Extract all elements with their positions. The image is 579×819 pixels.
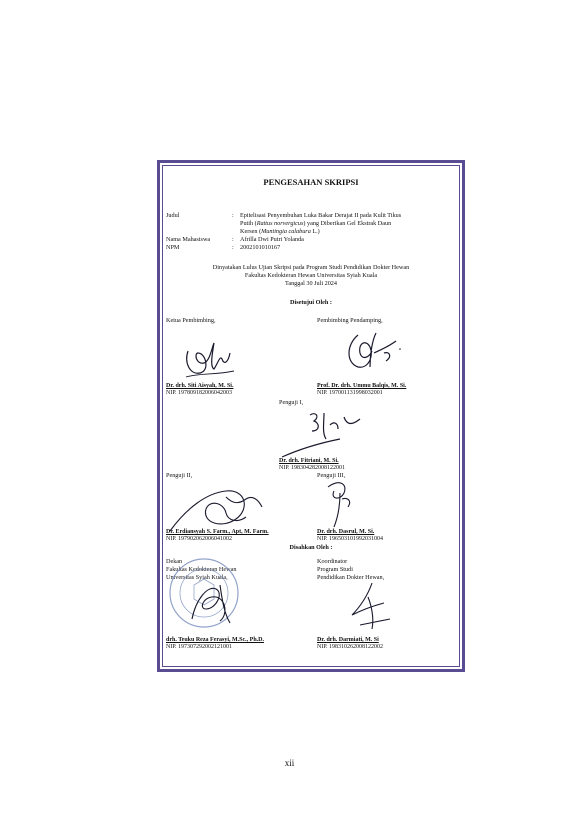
pendamping-role: Pembimbing Pendamping,	[317, 317, 383, 324]
penguji1-signature	[280, 409, 370, 461]
dekan-name: drh. Teuku Reza Ferasyi, M.Sc., Ph.D.	[166, 637, 265, 643]
penguji1-role: Penguji I,	[279, 399, 304, 406]
npm-value: 2002101010167	[240, 244, 281, 251]
koordinator-name: Dr. drh. Darmiati, M. Si	[317, 637, 379, 643]
approval-frame	[157, 160, 465, 672]
statement-line-1: Dinyatakan Lulus Ujian Skripsi pada Program Studi Pendidikan Dokter Hewan	[212, 264, 410, 271]
judul-line-2: Putih (Rattus norvergicus) yang Diberikan Gel Ekstrak Daun	[240, 220, 392, 227]
penguji3-name: Dr. drh. Dasrul, M. Si.	[317, 529, 375, 535]
dekan-nip: NIP. 197307292002121001	[166, 644, 233, 650]
statement-line-2: Fakultas Kedokteran Hewan Universitas Syiah Kuala	[244, 272, 378, 279]
pendamping-signature	[340, 327, 410, 377]
penguji1-name: Dr. drh. Fitriani, M. Si.	[279, 458, 339, 464]
ketua-signature	[180, 333, 240, 381]
page-title: PENGESAHAN SKRIPSI	[263, 177, 359, 187]
nama-value: Afrilla Dwi Putri Yolanda	[240, 236, 304, 243]
dekan-line-1: Dekan	[166, 558, 183, 565]
dekan-signature	[186, 575, 246, 631]
page-number: xii	[284, 758, 295, 768]
penguji3-role: Penguji III,	[317, 472, 346, 479]
npm-label: NPM	[166, 244, 180, 251]
koordinator-line-1: Koordinator	[317, 558, 348, 565]
judul-line-3: Kersen (Muntingia calabura L.)	[240, 228, 320, 235]
statement-line-3: Tanggal 30 Juli 2024	[285, 280, 337, 287]
penguji3-signature	[318, 475, 368, 531]
nama-label: Nama Mahasiswa	[166, 236, 211, 243]
penguji2-signature	[166, 479, 276, 535]
penguji2-role: Penguji II,	[166, 472, 193, 479]
koordinator-signature	[342, 579, 402, 633]
dekan-line-2: Fakultas Kedokteran Hewan	[166, 566, 237, 573]
pendamping-name: Prof. Dr. drh. Ummu Balqis, M. Si.	[317, 383, 407, 389]
disetujui-heading: Disetujui Oleh :	[290, 299, 332, 306]
koordinator-line-2: Program Studi	[317, 566, 353, 573]
npm-colon: :	[232, 244, 234, 251]
ketua-nip: NIP. 197809182006042003	[166, 390, 233, 396]
judul-colon: :	[232, 212, 234, 219]
koordinator-line-3: Pendidikan Dokter Hewan,	[317, 574, 385, 581]
pendamping-nip: NIP. 197001131998032001	[317, 390, 383, 396]
nama-colon: :	[232, 236, 234, 243]
penguji2-name: Dr. Erdiansyah S. Farm., Apt, M. Farm.	[166, 529, 269, 535]
koordinator-nip: NIP. 198310262008122002	[317, 644, 384, 650]
penguji3-nip: NIP. 196503101992031004	[317, 536, 384, 542]
dekan-line-3: Universitas Syiah Kuala,	[166, 574, 228, 581]
judul-line-1: Epitelisasi Penyembuhan Luka Bakar Derajat II pada Kulit Tikus	[240, 212, 402, 219]
judul-label: Judul	[166, 212, 180, 219]
disahkan-heading: Disahkan Oleh :	[289, 544, 333, 551]
penguji1-nip: NIP. 198304282008122001	[279, 465, 346, 471]
ketua-role: Ketua Pembimbing,	[166, 317, 216, 324]
ketua-name: Dr. drh. Siti Aisyah, M. Si.	[166, 383, 234, 389]
penguji2-nip: NIP. 197902062006041002	[166, 536, 233, 542]
judul-value	[240, 212, 455, 236]
